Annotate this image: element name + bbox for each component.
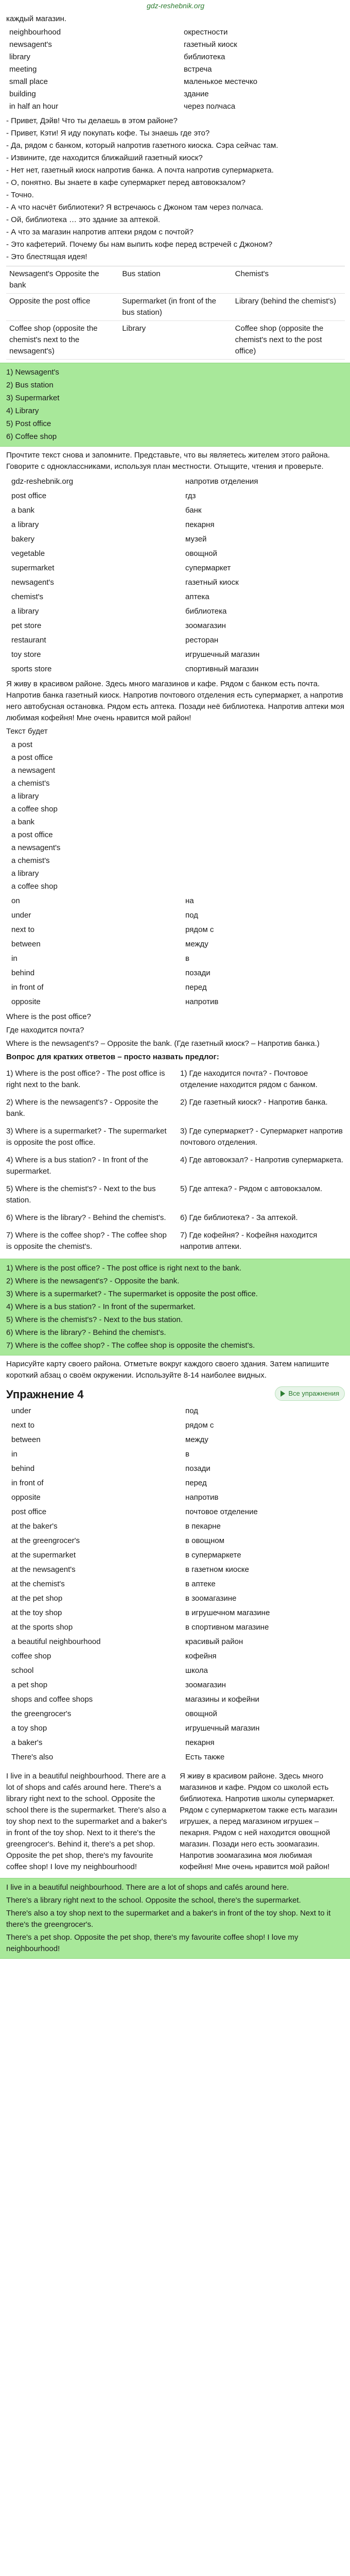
list-3-ru: в овощном	[185, 1536, 224, 1545]
dialog-line: - Да, рядом с банком, который напротив газетного киоска. Сэра сейчас там.	[6, 140, 345, 151]
list-3-en: in	[11, 1450, 18, 1459]
question-where-ru: Где находится почта?	[6, 1026, 84, 1035]
place-ru: игрушечный магазин	[185, 650, 260, 659]
qa-ru: 6) Где библиотека? - За аптекой.	[180, 1213, 298, 1222]
list-2-item: a coffee shop	[11, 882, 58, 891]
place-en: restaurant	[11, 636, 46, 645]
answer-line: 4) Library	[6, 406, 39, 415]
list-3-ru: овощной	[185, 1709, 217, 1718]
list-3-en: shops and coffee shops	[11, 1695, 93, 1704]
place-ru: музей	[185, 535, 207, 544]
vocab-ru: встреча	[184, 65, 212, 74]
vocab-en: newsagent's	[9, 40, 52, 49]
prep-en: opposite	[11, 997, 41, 1006]
dialog-line: - Это кафетерий. Почему бы нам выпить кофе перед встречей с Джоном?	[6, 239, 345, 250]
place-ru: библиотека	[185, 607, 227, 616]
qa-pairs	[6, 1065, 345, 1256]
dialog-line: - Нет нет, газетный киоск напротив банка. А почта напротив супермаркета.	[6, 165, 345, 176]
list-3-en: opposite	[11, 1493, 41, 1502]
places-list	[6, 474, 345, 676]
list-3-ru: игрушечный магазин	[185, 1724, 260, 1733]
prep-ru: между	[185, 940, 208, 948]
answer-line: 2) Bus station	[6, 381, 54, 389]
place-en: toy store	[11, 650, 41, 659]
list-2-item: a chemist's	[11, 779, 50, 788]
list-3-en: next to	[11, 1421, 35, 1430]
list-3-ru: в супермаркете	[185, 1551, 241, 1560]
list-3-en: a baker's	[11, 1738, 43, 1747]
prep-en: between	[11, 940, 41, 948]
list-3-en: at the toy shop	[11, 1608, 62, 1617]
all-exercises-label: Все упражнения	[288, 1389, 339, 1397]
list-3-ru: почтовое отделение	[185, 1507, 258, 1516]
list-3-ru: в игрушечном магазине	[185, 1608, 270, 1617]
list-2-item: a library	[11, 792, 39, 801]
list-3-ru: в спортивном магазине	[185, 1623, 269, 1632]
list-3-ru: в	[185, 1450, 189, 1459]
dialog-line: - Ой, библиотека … это здание за аптекой.	[6, 214, 345, 226]
list-3-en: a toy shop	[11, 1724, 47, 1733]
vocab-ru: библиотека	[184, 53, 225, 61]
qa-en: 6) Where is the library? - Behind the chemist's.	[6, 1213, 166, 1222]
answer-line: 2) Where is the newsagent's? - Opposite the bank.	[6, 1277, 180, 1285]
list-3-ru: рядом с	[185, 1421, 214, 1430]
list-3-en: at the newsagent's	[11, 1565, 76, 1574]
qa-en: 5) Where is the chemist's? - Next to the bus station.	[6, 1184, 156, 1205]
place-en: newsagent's	[11, 578, 54, 587]
list-2-item: a post office	[11, 831, 53, 839]
vocab-ru: маленькое местечко	[184, 77, 258, 86]
list-2-item: a library	[11, 869, 39, 878]
prep-en: on	[11, 896, 20, 905]
list-3-en: coffee shop	[11, 1652, 51, 1660]
answer-line: 1) Where is the post office? - The post office is right next to the bank.	[6, 1264, 241, 1273]
table-cell: Bus station	[119, 266, 232, 294]
answer-line: 6) Coffee shop	[6, 432, 57, 441]
list-3-en: under	[11, 1406, 31, 1415]
vocab-en: library	[9, 53, 30, 61]
prep-ru: рядом с	[185, 925, 214, 934]
place-en: pet store	[11, 621, 42, 630]
place-en: vegetable	[11, 549, 45, 558]
dialog-line: - Привет, Кэти! Я иду покупать кофе. Ты знаешь где это?	[6, 128, 345, 139]
answer-band-3	[0, 1878, 350, 1959]
question-where: Where is the post office?	[6, 1012, 91, 1021]
list-3-ru: зоомагазин	[185, 1681, 226, 1689]
list-3-ru: позади	[185, 1464, 211, 1473]
intro-line: каждый магазин.	[6, 14, 67, 23]
list-2-item: a newsagent's	[11, 843, 61, 852]
table-cell: Library (behind the chemist's)	[232, 294, 345, 321]
table-cell: Library	[119, 321, 232, 360]
list-3-en: behind	[11, 1464, 35, 1473]
answer-band-1	[0, 363, 350, 447]
list-2-item: a post	[11, 740, 32, 749]
place-ru: спортивный магазин	[185, 665, 259, 673]
prep-ru: напротив	[185, 997, 219, 1006]
list-3-en: at the chemist's	[11, 1580, 65, 1588]
list-3-ru: Есть также	[185, 1753, 225, 1761]
list-2-item: a chemist's	[11, 856, 50, 865]
list-3-ru: под	[185, 1406, 198, 1415]
vocab-ru: газетный киоск	[184, 40, 237, 49]
list-3-en: a pet shop	[11, 1681, 48, 1689]
answer-line: 1) Newsagent's	[6, 368, 59, 377]
places-table	[6, 266, 345, 360]
answer-line: There's a pet shop. Opposite the pet shop, there's my favourite coffee shop! I love my neighbourhood!	[6, 1933, 299, 1953]
answer-line: 4) Where is a bus station? - In front of the supermarket.	[6, 1302, 196, 1311]
list-3	[6, 1404, 345, 1765]
table-cell: Newsagent's Opposite the bank	[6, 266, 119, 294]
qa-en: 4) Where is a bus station? - In front of the supermarket.	[6, 1156, 148, 1176]
final-para-en: I live in a beautiful neighbourhood. There are a lot of shops and cafés around here. There's a library right next to the school. Opposite the school there is the supermarket. There's also a toy shop next to the supermarket and a baker's in front of the toy shop. Next to it there's the greengrocer's. Behind it, there's a pet shop. Opposite the pet shop, there's my favourite coffee shop! I love my neighbourhood!	[6, 1772, 167, 1871]
qa-ru: 5) Где аптека? - Рядом с автовокзалом.	[180, 1184, 323, 1193]
place-en: bakery	[11, 535, 35, 544]
answer-line: 3) Supermarket	[6, 394, 60, 402]
list-2-item: a bank	[11, 818, 35, 826]
dialog-line: - Привет, Дэйв! Что ты делаешь в этом районе?	[6, 115, 345, 127]
list-2	[6, 739, 345, 892]
answer-line: 5) Post office	[6, 419, 51, 428]
prep-ru: на	[185, 896, 194, 905]
prep-ru: позади	[185, 969, 211, 977]
place-ru: напротив отделения	[185, 477, 258, 486]
list-3-ru: напротив	[185, 1493, 219, 1502]
list-2-item: a post office	[11, 753, 53, 762]
list-3-ru: в аптеке	[185, 1580, 216, 1588]
qa-ru: 3) Где супермаркет? - Супермаркет напротив почтового отделения.	[180, 1127, 343, 1147]
vocab-ru: окрестности	[184, 28, 228, 37]
dialog-line: - О, понятно. Вы знаете в кафе супермаркет перед автовокзалом?	[6, 177, 345, 189]
qa-en: 1) Where is the post office? - The post office is right next to the bank.	[6, 1069, 165, 1089]
prepositions-list	[6, 894, 345, 1009]
list-3-en: at the sports shop	[11, 1623, 73, 1632]
place-ru: ресторан	[185, 636, 219, 645]
place-en: a library	[11, 520, 39, 529]
place-ru: гдз	[185, 492, 196, 500]
qa-ru: 2) Где газетный киоск? - Напротив банка.	[180, 1098, 328, 1107]
answer-line: 6) Where is the library? - Behind the chemist's.	[6, 1328, 166, 1337]
list-3-ru: красивый район	[185, 1637, 243, 1646]
place-ru: газетный киоск	[185, 578, 239, 587]
answer-line: 7) Where is the coffee shop? - The coffee shop is opposite the chemist's.	[6, 1341, 255, 1350]
list-3-en: There's also	[11, 1753, 54, 1761]
vocab-grid-1	[6, 27, 345, 112]
instruction-para-1: Прочтите текст снова и запомните. Представьте, что вы являетесь жителем этого района. Говорите с одноклассниками, используя план местности. Отыщите, чтения и проверьте.	[6, 451, 330, 471]
list-3-en: a beautiful neighbourhood	[11, 1637, 101, 1646]
place-ru: супермаркет	[185, 564, 231, 572]
list-3-ru: магазины и кофейни	[185, 1695, 259, 1704]
place-en: supermarket	[11, 564, 55, 572]
list-3-en: post office	[11, 1507, 47, 1516]
dialog-line: - А что насчёт библиотеки? Я встречаюсь с Джоном там через полчаса.	[6, 202, 345, 213]
place-en: a bank	[11, 506, 35, 515]
list-3-en: at the supermarket	[11, 1551, 76, 1560]
prep-ru: перед	[185, 983, 207, 992]
table-cell: Coffee shop (opposite the chemist's next to the newsagent's)	[6, 321, 119, 360]
list-3-ru: между	[185, 1435, 208, 1444]
list-3-ru: в пекарне	[185, 1522, 221, 1531]
dialog-line: - Это блестящая идея!	[6, 251, 345, 263]
place-en: a library	[11, 607, 39, 616]
final-para-ru: Я живу в красивом районе. Здесь много магазинов и кафе. Рядом со школой есть библиотека. Напротив школы супермаркет. Рядом с супермаркетом также есть магазин игрушек, а перед магазином игрушек – пекарня. Рядом с ней находится овощной магазин. Позади него есть зоомагазин. Напротив зоомагазина моя любимая кофейня! Мне очень нравится мой район!	[180, 1772, 338, 1871]
answer-hint: Where is the newsagent's? – Opposite the bank. (Где газетный киоск? – Напротив банка.)	[6, 1039, 320, 1048]
place-ru: пекарня	[185, 520, 215, 529]
vocab-en: building	[9, 90, 36, 98]
mid-word: Текст будет	[6, 727, 48, 736]
section-title-4: Упражнение 4	[6, 1388, 84, 1401]
qa-en: 7) Where is the coffee shop? - The coffee shop is opposite the chemist's.	[6, 1231, 167, 1251]
list-3-en: between	[11, 1435, 41, 1444]
place-ru: овощной	[185, 549, 217, 558]
vocab-ru: через полчаса	[184, 102, 236, 111]
list-3-en: school	[11, 1666, 34, 1675]
list-3-en: at the pet shop	[11, 1594, 63, 1603]
answer-line: There's a library right next to the school. Opposite the school, there's the supermarket.	[6, 1896, 301, 1905]
vocab-en: in half an hour	[9, 102, 59, 111]
list-3-en: at the baker's	[11, 1522, 58, 1531]
qa-ru: 7) Где кофейня? - Кофейня находится напротив аптеки.	[180, 1231, 318, 1251]
prep-en: next to	[11, 925, 35, 934]
list-3-ru: в газетном киоске	[185, 1565, 249, 1574]
table-cell: Coffee shop (opposite the chemist's next to the post office)	[232, 321, 345, 360]
all-exercises-button[interactable]	[275, 1386, 345, 1401]
section-short-answers: Вопрос для кратких ответов – просто назвать предлог:	[6, 1053, 219, 1061]
list-3-en: the greengrocer's	[11, 1709, 72, 1718]
prep-ru: в	[185, 954, 189, 963]
dialog-line: - А что за магазин напротив аптеки рядом с почтой?	[6, 227, 345, 238]
list-3-ru: кофейня	[185, 1652, 217, 1660]
place-ru: зоомагазин	[185, 621, 226, 630]
list-3-ru: перед	[185, 1479, 207, 1487]
play-icon	[281, 1391, 285, 1397]
list-3-ru: в зоомагазине	[185, 1594, 237, 1603]
table-cell: Opposite the post office	[6, 294, 119, 321]
list-2-item: a newsagent	[11, 766, 56, 775]
table-cell: Supermarket (in front of the bus station)	[119, 294, 232, 321]
prep-en: in front of	[11, 983, 44, 992]
place-en: gdz-reshebnik.org	[11, 477, 74, 486]
dialog-line: - Точно.	[6, 190, 345, 201]
list-3-ru: пекарня	[185, 1738, 215, 1747]
answer-line: I live in a beautiful neighbourhood. There are a lot of shops and cafés around here.	[6, 1883, 289, 1892]
dialog-line: - Извините, где находится ближайший газетный киоск?	[6, 152, 345, 164]
list-2-item: a coffee shop	[11, 805, 58, 814]
list-3-en: in front of	[11, 1479, 44, 1487]
prep-en: under	[11, 911, 31, 920]
place-en: post office	[11, 492, 47, 500]
qa-en: 2) Where is the newsagent's? - Opposite the bank.	[6, 1098, 159, 1118]
vocab-en: small place	[9, 77, 48, 86]
vocab-ru: здание	[184, 90, 209, 98]
answer-line: 5) Where is the chemist's? - Next to the bus station.	[6, 1315, 183, 1324]
prep-ru: под	[185, 911, 198, 920]
instruction-para-3: Нарисуйте карту своего района. Отметьте вокруг каждого своего здания. Затем напишите короткий абзац о своём окружении. Используйте 8-14 наиболее видных.	[6, 1360, 329, 1380]
table-cell: Chemist's	[232, 266, 345, 294]
qa-ru: 4) Где автовокзал? - Напротив супермаркета.	[180, 1156, 344, 1164]
dialog-1	[6, 115, 345, 263]
prep-en: behind	[11, 969, 35, 977]
place-ru: банк	[185, 506, 202, 515]
neighbourhood-para-ru: Я живу в красивом районе. Здесь много магазинов и кафе. Рядом с банком есть почта. Напротив банка газетный киоск. Напротив почтового отделения есть супермаркет, а напротив него автобусная остановка. Рядом есть аптека. Позади неё библиотека. Напротив аптеки моя любимая кофейня! Мне очень нравится мой район!	[6, 680, 345, 722]
place-en: chemist's	[11, 592, 44, 601]
final-paragraphs	[6, 1769, 345, 1875]
qa-ru: 1) Где находится почта? - Почтовое отделение находится рядом с банком.	[180, 1069, 318, 1089]
answer-band-2	[0, 1259, 350, 1355]
vocab-en: neighbourhood	[9, 28, 61, 37]
place-en: sports store	[11, 665, 52, 673]
vocab-en: meeting	[9, 65, 37, 74]
prep-en: in	[11, 954, 18, 963]
qa-en: 3) Where is a supermarket? - The supermarket is opposite the post office.	[6, 1127, 167, 1147]
list-3-ru: школа	[185, 1666, 208, 1675]
place-ru: аптека	[185, 592, 209, 601]
site-url[interactable]: gdz-reshebnik.org	[146, 2, 205, 10]
answer-line: 3) Where is a supermarket? - The supermarket is opposite the post office.	[6, 1290, 258, 1298]
answer-line: There's also a toy shop next to the supermarket and a baker's in front of the toy shop. Next to it there's the greengrocer's.	[6, 1909, 331, 1929]
list-3-en: at the greengrocer's	[11, 1536, 80, 1545]
